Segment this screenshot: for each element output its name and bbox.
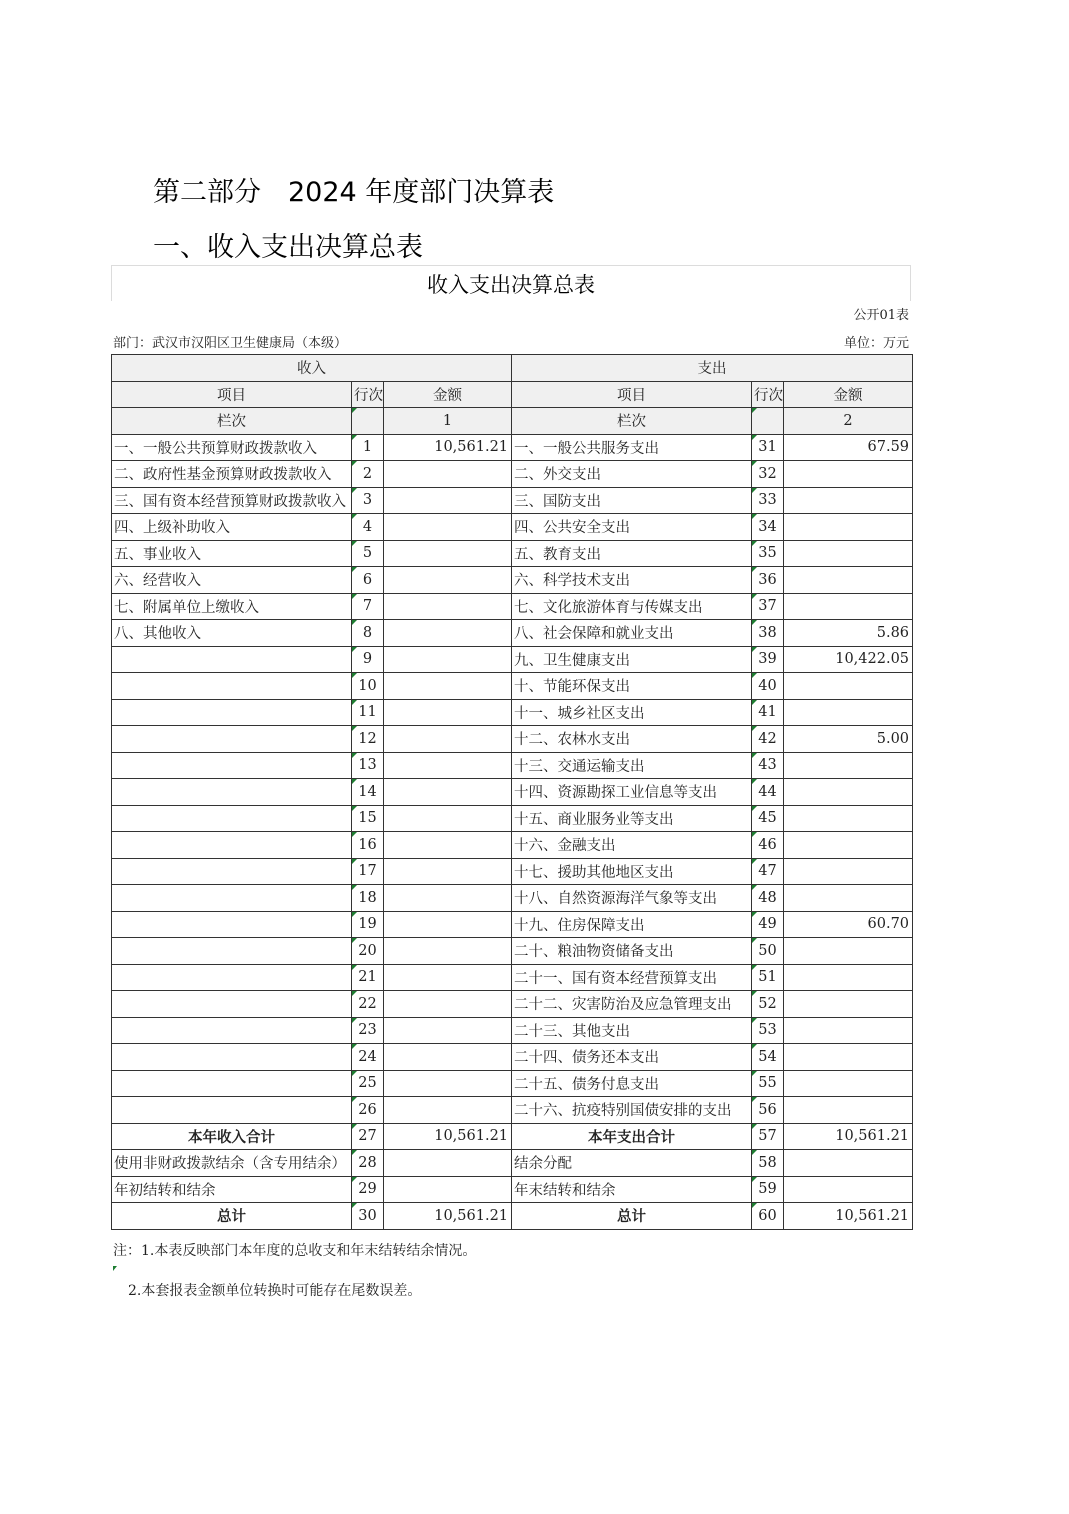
note-1: 注：1.本表反映部门本年度的总收支和年末结转结余情况。 — [113, 1243, 477, 1259]
income-line-header: 行次 — [352, 381, 384, 408]
expense-item: 二十、粮油物资储备支出 — [512, 938, 752, 965]
table-row — [112, 673, 913, 700]
expense-item: 十、节能环保支出 — [512, 673, 752, 700]
table-row — [112, 567, 913, 594]
income-expense-table — [111, 354, 913, 1230]
expense-item: 四、公共安全支出 — [512, 514, 752, 541]
expense-line-number: 48 — [752, 885, 784, 912]
expense-line-number: 53 — [752, 1017, 784, 1044]
expense-amount — [784, 540, 913, 567]
income-line-number: 18 — [352, 885, 384, 912]
expense-line-number: 57 — [752, 1123, 784, 1150]
expense-amount — [784, 1150, 913, 1177]
department-label: 部门：武汉市汉阳区卫生健康局（本级） — [113, 336, 348, 351]
table-title: 收入支出决算总表 — [111, 265, 911, 301]
income-line-number: 21 — [352, 964, 384, 991]
expense-column-number: 2 — [784, 408, 913, 435]
income-line-number: 24 — [352, 1044, 384, 1071]
table-row — [112, 514, 913, 541]
income-amount: 10,561.21 — [384, 434, 512, 461]
income-amount — [384, 832, 512, 859]
income-line-number: 6 — [352, 567, 384, 594]
income-amount — [384, 514, 512, 541]
table-row — [112, 991, 913, 1018]
expense-amount — [784, 805, 913, 832]
income-item — [112, 726, 352, 753]
table-row — [112, 620, 913, 647]
table-row — [112, 858, 913, 885]
expense-amount — [784, 593, 913, 620]
expense-amount: 60.70 — [784, 911, 913, 938]
income-line-number: 22 — [352, 991, 384, 1018]
income-line-number: 9 — [352, 646, 384, 673]
expense-amount — [784, 1017, 913, 1044]
expense-line-number: 40 — [752, 673, 784, 700]
table-row — [112, 726, 913, 753]
table-row — [112, 487, 913, 514]
income-item — [112, 832, 352, 859]
expense-amount: 67.59 — [784, 434, 913, 461]
table-row — [112, 1097, 913, 1124]
income-item: 四、上级补助收入 — [112, 514, 352, 541]
income-item: 本年收入合计 — [112, 1123, 352, 1150]
income-line-number: 11 — [352, 699, 384, 726]
expense-item: 结余分配 — [512, 1150, 752, 1177]
income-item — [112, 964, 352, 991]
income-amount — [384, 885, 512, 912]
expense-line-number: 35 — [752, 540, 784, 567]
income-item — [112, 1070, 352, 1097]
expense-line-number: 58 — [752, 1150, 784, 1177]
expense-item: 三、国防支出 — [512, 487, 752, 514]
income-line-number: 19 — [352, 911, 384, 938]
income-amount — [384, 1070, 512, 1097]
expense-amount — [784, 1070, 913, 1097]
income-line-number: 30 — [352, 1203, 384, 1230]
income-item: 三、国有资本经营预算财政拨款收入 — [112, 487, 352, 514]
expense-line-number: 38 — [752, 620, 784, 647]
expense-amount — [784, 461, 913, 488]
expense-item: 本年支出合计 — [512, 1123, 752, 1150]
income-line-number: 27 — [352, 1123, 384, 1150]
income-item — [112, 1044, 352, 1071]
income-line-number: 23 — [352, 1017, 384, 1044]
income-line-number: 20 — [352, 938, 384, 965]
table-row — [112, 540, 913, 567]
income-line-number: 15 — [352, 805, 384, 832]
table-row — [112, 911, 913, 938]
table-row — [112, 1150, 913, 1177]
header-row-sections — [112, 355, 913, 382]
grand-total-row — [112, 1203, 913, 1230]
income-line-number: 7 — [352, 593, 384, 620]
income-line-number: 13 — [352, 752, 384, 779]
expense-item: 二十二、灾害防治及应急管理支出 — [512, 991, 752, 1018]
income-item: 使用非财政拨款结余（含专用结余） — [112, 1150, 352, 1177]
expense-line-header: 行次 — [752, 381, 784, 408]
table-row — [112, 699, 913, 726]
income-line-number: 17 — [352, 858, 384, 885]
income-line-number: 29 — [352, 1176, 384, 1203]
table-row — [112, 461, 913, 488]
table-row — [112, 1176, 913, 1203]
expense-column-label: 栏次 — [512, 408, 752, 435]
income-line-number: 12 — [352, 726, 384, 753]
income-line-number: 10 — [352, 673, 384, 700]
income-amount — [384, 726, 512, 753]
expense-line-number: 56 — [752, 1097, 784, 1124]
income-column-blank — [352, 408, 384, 435]
expense-item: 九、卫生健康支出 — [512, 646, 752, 673]
expense-item: 二、外交支出 — [512, 461, 752, 488]
expense-amount: 5.86 — [784, 620, 913, 647]
income-line-number: 14 — [352, 779, 384, 806]
expense-line-number: 41 — [752, 699, 784, 726]
income-line-number: 8 — [352, 620, 384, 647]
income-amount — [384, 487, 512, 514]
expense-item: 总计 — [512, 1203, 752, 1230]
income-amount — [384, 911, 512, 938]
income-item — [112, 938, 352, 965]
expense-line-number: 45 — [752, 805, 784, 832]
expense-header: 支出 — [512, 355, 913, 382]
income-amount — [384, 1044, 512, 1071]
expense-item: 十四、资源勘探工业信息等支出 — [512, 779, 752, 806]
income-item: 二、政府性基金预算财政拨款收入 — [112, 461, 352, 488]
expense-amount — [784, 1044, 913, 1071]
expense-amount: 10,561.21 — [784, 1203, 913, 1230]
comment-marker — [113, 1266, 117, 1271]
income-item — [112, 699, 352, 726]
expense-item: 五、教育支出 — [512, 540, 752, 567]
table-row — [112, 646, 913, 673]
income-line-number: 16 — [352, 832, 384, 859]
income-amount — [384, 805, 512, 832]
expense-item-header: 项目 — [512, 381, 752, 408]
expense-line-number: 55 — [752, 1070, 784, 1097]
income-amount — [384, 1176, 512, 1203]
income-amount — [384, 779, 512, 806]
income-amount: 10,561.21 — [384, 1123, 512, 1150]
expense-item: 十六、金融支出 — [512, 832, 752, 859]
income-item — [112, 646, 352, 673]
income-amount — [384, 567, 512, 594]
income-amount — [384, 1017, 512, 1044]
income-item — [112, 858, 352, 885]
table-row — [112, 805, 913, 832]
expense-item: 二十四、债务还本支出 — [512, 1044, 752, 1071]
year-total-row — [112, 1123, 913, 1150]
expense-line-number: 51 — [752, 964, 784, 991]
expense-amount — [784, 699, 913, 726]
expense-amount-header: 金额 — [784, 381, 913, 408]
expense-amount — [784, 964, 913, 991]
expense-item: 十五、商业服务业等支出 — [512, 805, 752, 832]
expense-column-blank — [752, 408, 784, 435]
income-amount — [384, 593, 512, 620]
income-item: 总计 — [112, 1203, 352, 1230]
income-amount — [384, 646, 512, 673]
income-item — [112, 779, 352, 806]
expense-item: 一、一般公共服务支出 — [512, 434, 752, 461]
expense-amount — [784, 938, 913, 965]
unit-label: 单位：万元 — [843, 336, 909, 351]
expense-line-number: 36 — [752, 567, 784, 594]
expense-amount — [784, 858, 913, 885]
expense-amount — [784, 991, 913, 1018]
income-line-number: 4 — [352, 514, 384, 541]
income-line-number: 3 — [352, 487, 384, 514]
income-amount — [384, 1097, 512, 1124]
income-item: 一、一般公共预算财政拨款收入 — [112, 434, 352, 461]
expense-item: 年末结转和结余 — [512, 1176, 752, 1203]
expense-line-number: 46 — [752, 832, 784, 859]
income-item-header: 项目 — [112, 381, 352, 408]
table-row — [112, 964, 913, 991]
expense-item: 十二、农林水支出 — [512, 726, 752, 753]
expense-line-number: 37 — [752, 593, 784, 620]
income-item — [112, 911, 352, 938]
expense-amount: 10,561.21 — [784, 1123, 913, 1150]
income-column-number: 1 — [384, 408, 512, 435]
income-amount — [384, 461, 512, 488]
expense-item: 二十三、其他支出 — [512, 1017, 752, 1044]
section-title: 一、收入支出决算总表 — [153, 232, 423, 263]
expense-line-number: 49 — [752, 911, 784, 938]
table-row — [112, 885, 913, 912]
table-row — [112, 752, 913, 779]
income-line-number: 26 — [352, 1097, 384, 1124]
expense-item: 十三、交通运输支出 — [512, 752, 752, 779]
form-code: 公开01表 — [853, 308, 909, 323]
expense-line-number: 34 — [752, 514, 784, 541]
header-row-columns — [112, 381, 913, 408]
header-row-column-numbers — [112, 408, 913, 435]
expense-line-number: 47 — [752, 858, 784, 885]
table-row — [112, 593, 913, 620]
table-row — [112, 938, 913, 965]
expense-line-number: 59 — [752, 1176, 784, 1203]
expense-item: 十八、自然资源海洋气象等支出 — [512, 885, 752, 912]
expense-amount — [784, 673, 913, 700]
income-item — [112, 673, 352, 700]
expense-line-number: 42 — [752, 726, 784, 753]
expense-amount — [784, 779, 913, 806]
expense-amount: 5.00 — [784, 726, 913, 753]
expense-amount — [784, 514, 913, 541]
expense-item: 六、科学技术支出 — [512, 567, 752, 594]
expense-item: 十九、住房保障支出 — [512, 911, 752, 938]
expense-item: 七、文化旅游体育与传媒支出 — [512, 593, 752, 620]
expense-line-number: 43 — [752, 752, 784, 779]
income-amount — [384, 620, 512, 647]
expense-item: 十七、援助其他地区支出 — [512, 858, 752, 885]
income-column-label: 栏次 — [112, 408, 352, 435]
income-item — [112, 1017, 352, 1044]
income-line-number: 2 — [352, 461, 384, 488]
income-amount-header: 金额 — [384, 381, 512, 408]
income-amount: 10,561.21 — [384, 1203, 512, 1230]
income-amount — [384, 964, 512, 991]
expense-line-number: 60 — [752, 1203, 784, 1230]
income-line-number: 25 — [352, 1070, 384, 1097]
income-header: 收入 — [112, 355, 512, 382]
expense-line-number: 31 — [752, 434, 784, 461]
expense-amount — [784, 1097, 913, 1124]
income-amount — [384, 1150, 512, 1177]
expense-line-number: 54 — [752, 1044, 784, 1071]
table-row — [112, 1044, 913, 1071]
income-amount — [384, 699, 512, 726]
income-line-number: 5 — [352, 540, 384, 567]
income-amount — [384, 938, 512, 965]
income-amount — [384, 673, 512, 700]
income-item: 八、其他收入 — [112, 620, 352, 647]
table-row — [112, 1017, 913, 1044]
expense-amount — [784, 567, 913, 594]
expense-line-number: 39 — [752, 646, 784, 673]
income-item — [112, 885, 352, 912]
table-row — [112, 832, 913, 859]
income-item: 六、经营收入 — [112, 567, 352, 594]
income-amount — [384, 991, 512, 1018]
expense-line-number: 52 — [752, 991, 784, 1018]
income-item — [112, 752, 352, 779]
expense-line-number: 50 — [752, 938, 784, 965]
income-item — [112, 805, 352, 832]
income-item — [112, 1097, 352, 1124]
income-item: 五、事业收入 — [112, 540, 352, 567]
expense-item: 八、社会保障和就业支出 — [512, 620, 752, 647]
expense-amount — [784, 1176, 913, 1203]
part-title: 第二部分 2024 年度部门决算表 — [153, 177, 555, 208]
income-amount — [384, 540, 512, 567]
expense-item: 二十五、债务付息支出 — [512, 1070, 752, 1097]
income-line-number: 28 — [352, 1150, 384, 1177]
table-row — [112, 1070, 913, 1097]
note-2: 2.本套报表金额单位转换时可能存在尾数误差。 — [128, 1283, 422, 1299]
expense-line-number: 32 — [752, 461, 784, 488]
table-row — [112, 779, 913, 806]
expense-line-number: 33 — [752, 487, 784, 514]
expense-item: 二十六、抗疫特别国债安排的支出 — [512, 1097, 752, 1124]
expense-amount: 10,422.05 — [784, 646, 913, 673]
expense-item: 二十一、国有资本经营预算支出 — [512, 964, 752, 991]
table-row — [112, 434, 913, 461]
expense-amount — [784, 885, 913, 912]
expense-amount — [784, 487, 913, 514]
income-item: 年初结转和结余 — [112, 1176, 352, 1203]
expense-amount — [784, 752, 913, 779]
income-line-number: 1 — [352, 434, 384, 461]
income-amount — [384, 858, 512, 885]
income-amount — [384, 752, 512, 779]
income-item — [112, 991, 352, 1018]
expense-item: 十一、城乡社区支出 — [512, 699, 752, 726]
income-item: 七、附属单位上缴收入 — [112, 593, 352, 620]
expense-amount — [784, 832, 913, 859]
expense-line-number: 44 — [752, 779, 784, 806]
